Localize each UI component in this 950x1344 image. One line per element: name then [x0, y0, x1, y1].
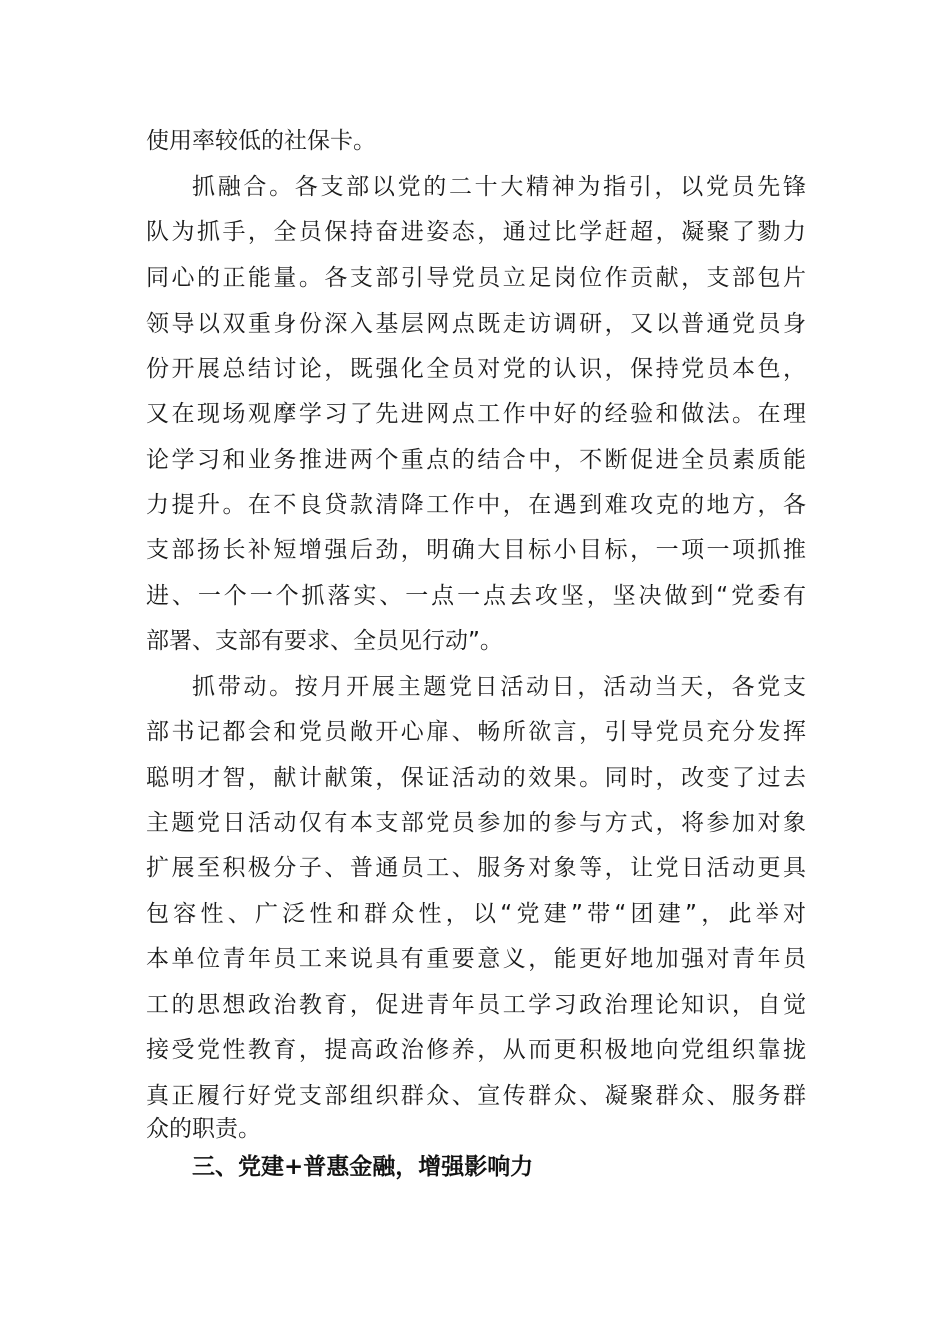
paragraph-line: 真正履行好党支部组织群众、宣传群众、凝聚群众、服务群 — [146, 1083, 806, 1109]
paragraph-line: 包容性、广泛性和群众性，以“党建”带“团建”，此举对 — [146, 901, 806, 927]
paragraph-line: 接受党性教育，提高政治修养，从而更积极地向党组织靠拢 — [146, 1037, 806, 1063]
section-heading: 三、党建+普惠金融，增强影响力 — [192, 1154, 534, 1180]
paragraph-line: 本单位青年员工来说具有重要意义，能更好地加强对青年员 — [146, 946, 806, 972]
paragraph-line: 使用率较低的社保卡。 — [146, 128, 376, 154]
paragraph-line: 扩展至积极分子、普通员工、服务对象等，让党日活动更具 — [146, 855, 806, 881]
paragraph-line: 主题党日活动仅有本支部党员参加的参与方式，将参加对象 — [146, 810, 806, 836]
paragraph-line: 力提升。在不良贷款清降工作中，在遇到难攻克的地方，各 — [146, 492, 806, 518]
paragraph-line: 工的思想政治教育，促进青年员工学习政治理论知识，自觉 — [146, 992, 806, 1018]
paragraph-line: 抓带动。按月开展主题党日活动日，活动当天，各党支 — [192, 674, 806, 700]
paragraph-line: 部书记都会和党员敞开心扉、畅所欲言，引导党员充分发挥 — [146, 719, 806, 745]
paragraph-line: 部署、支部有要求、全员见行动”。 — [146, 628, 503, 654]
paragraph-line: 领导以双重身份深入基层网点既走访调研，又以普通党员身 — [146, 311, 806, 337]
paragraph-line: 众的职责。 — [146, 1116, 261, 1142]
paragraph-line: 抓融合。各支部以党的二十大精神为指引，以党员先锋 — [192, 174, 806, 200]
paragraph-line: 聪明才智，献计献策，保证活动的效果。同时，改变了过去 — [146, 765, 806, 791]
paragraph-line: 同心的正能量。各支部引导党员立足岗位作贡献，支部包片 — [146, 265, 806, 291]
paragraph-line: 进、一个一个抓落实、一点一点去攻坚，坚决做到“党委有 — [146, 583, 806, 609]
paragraph-line: 又在现场观摩学习了先进网点工作中好的经验和做法。在理 — [146, 401, 806, 427]
paragraph-line: 支部扬长补短增强后劲，明确大目标小目标，一项一项抓推 — [146, 537, 806, 563]
paragraph-line: 论学习和业务推进两个重点的结合中，不断促进全员素质能 — [146, 447, 806, 473]
paragraph-line: 份开展总结讨论，既强化全员对党的认识，保持党员本色， — [146, 356, 806, 382]
paragraph-line: 队为抓手，全员保持奋进姿态，通过比学赶超，凝聚了勠力 — [146, 219, 806, 245]
